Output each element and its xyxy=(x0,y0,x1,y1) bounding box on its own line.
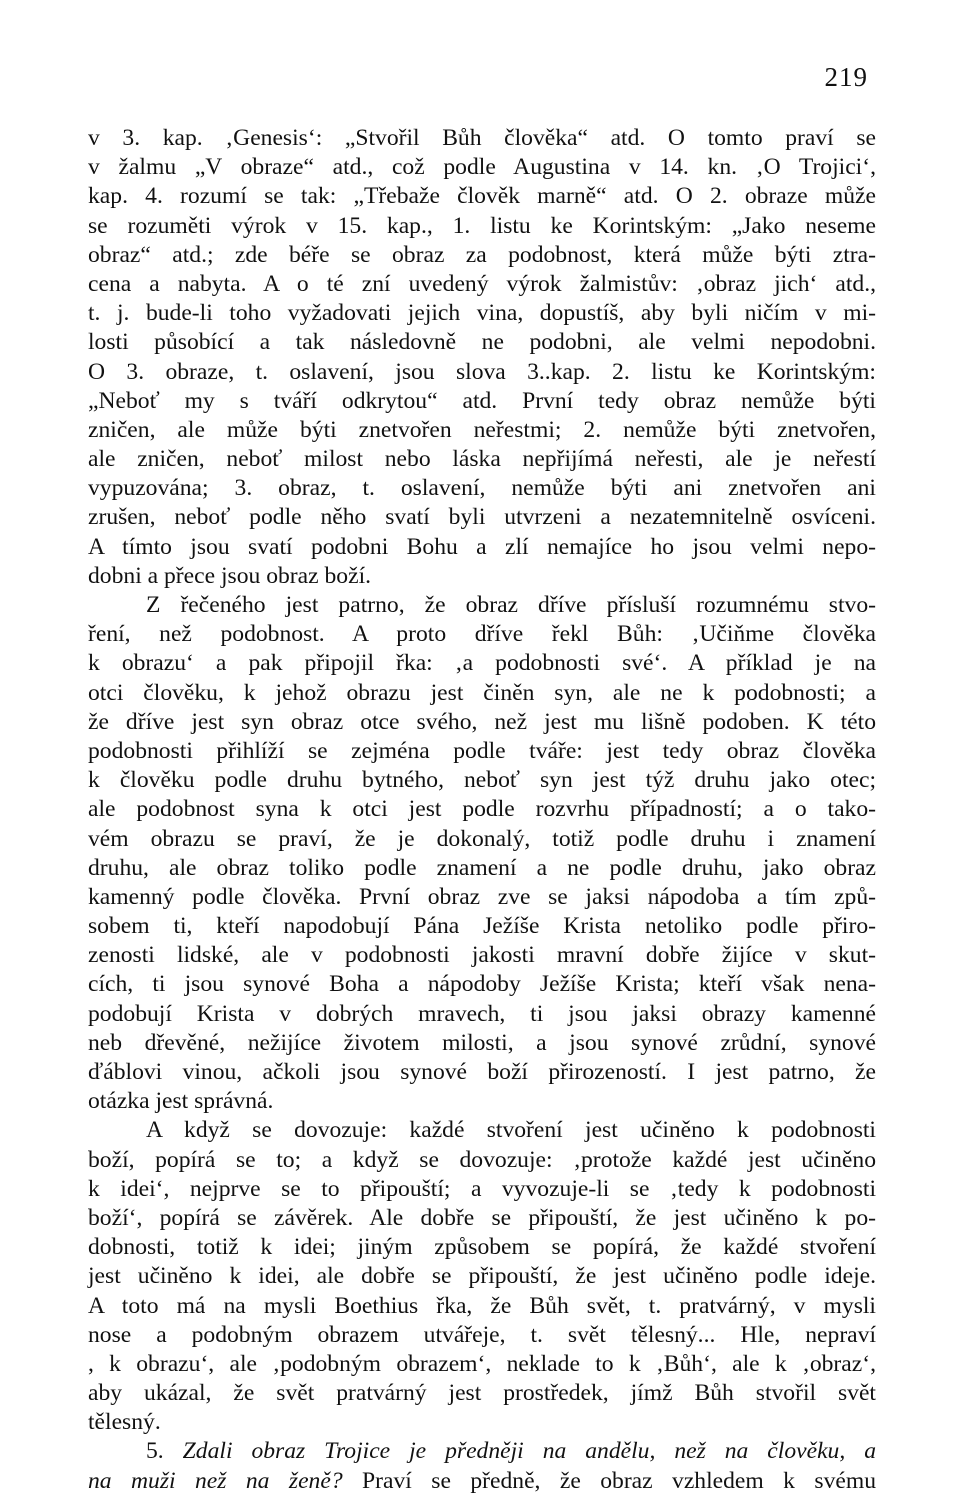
text-line: sobem ti, kteří napodobují Pána Ježíše Krista netoliko podle přiro- xyxy=(88,913,876,940)
text-line: podobnosti přihlíží se zejména podle tváře: jest tedy obraz člověka xyxy=(88,737,876,764)
section-number: 5. xyxy=(146,1438,183,1465)
text-line: ale zničen, neboť milost nebo láska nepřijímá neřesti, ale je neřestí xyxy=(88,446,876,473)
text-line: dobnosti, totiž k idei; jiným způsobem se popírá, že každé stvoření xyxy=(88,1234,876,1261)
text-line: k obrazu‘ a pak připojil řka: ‚a podobnosti své‘. A příklad je na xyxy=(88,650,876,677)
text-line: vypuzována; 3. obraz, t. oslavení, nemůže býti ani znetvořen ani xyxy=(88,475,876,502)
text-line: ření, než podobnost. A proto dříve řekl Bůh: ‚Učiňme člověka xyxy=(88,621,876,648)
text-line: , k obrazu‘, ale ‚podobným obrazem‘, neklade to k ‚Bůh‘, ale k ‚obraz‘, xyxy=(88,1350,876,1377)
text-line: ďáblovi vinou, ačkoli jsou synové boží přirozeností. I jest patrno, že xyxy=(88,1059,876,1085)
text-line xyxy=(88,1467,876,1496)
text-line: losti působící a tak následovně ne podobni, ale velmi nepodobni. xyxy=(88,329,876,356)
text-line: druhu, ale obraz toliko podle znamení a ne podle druhu, jako obraz xyxy=(88,854,876,881)
text-line: boží, popírá se to; a když se dovozuje: ‚protože každé jest učiněno xyxy=(88,1146,876,1173)
text-line: jest učiněno k idei, ale dobře se připouští, že jest učiněno podle ideje. xyxy=(88,1263,876,1290)
text-line: t. j. bude-li toho vyžadovati jejich vina, dopustíš, aby byli ničím v mi- xyxy=(88,300,876,327)
text-line: zenosti lidské, ale v podobnosti jakosti mravní dobře žijíce v skut- xyxy=(88,942,876,969)
section-question: Zdali obraz Trojice je předněji na andělu, než na člověku, a xyxy=(182,1438,877,1465)
text-line: že dříve jest syn obraz otce svého, než jest mu lišně podoben. K této xyxy=(88,708,876,735)
text-line: aby ukázal, že svět pratvárný jest prostředek, jímž Bůh stvořil svět xyxy=(88,1380,876,1407)
text-line: A tímto jsou svatí podobni Bohu a zlí nemajíce ho jsou velmi nepo- xyxy=(88,533,876,560)
text-line: zrušen, neboť podle něho svatí byli utvrzeni a nezatemnitelně osvíceni. xyxy=(88,504,876,531)
text-line: obraz“ atd.; zde béře se obraz za podobnost, která může býti ztra- xyxy=(88,241,876,268)
text-line: k idei‘, nejprve se to připouští; a vyvozuje-li se ‚tedy k podobnosti xyxy=(88,1175,876,1202)
text-line: podobují Krista v dobrých mravech, ti jsou jaksi obrazy kamenné xyxy=(88,1000,876,1027)
text-line: neb dřevěné, nežijíce životem milosti, a jsou synové zrůdní, synové xyxy=(88,1029,876,1056)
text-line: tělesný. xyxy=(88,1409,161,1436)
page-number: 219 xyxy=(824,62,868,92)
text-line: kap. 4. rozumí se tak: „Třebaže člověk marně“ atd. O 2. obraze může xyxy=(88,183,876,210)
text-line: kamenný podle člověka. První obraz zve se jaksi nápodoba a tím způ- xyxy=(88,883,876,910)
text-line: otci člověku, k jehož obrazu jest činěn syn, ale ne k podobnosti; a xyxy=(88,679,876,706)
text-line: k člověku podle druhu bytného, neboť syn jest týž druhu jako otec; xyxy=(88,767,876,794)
text-line: vém obrazu se praví, že je dokonalý, totiž podle druhu i znamení xyxy=(88,825,876,852)
text-line: boží‘, popírá se závěrek. Ale dobře se připouští, že jest učiněno k po- xyxy=(88,1204,876,1231)
text-line: v žalmu „V obraze“ atd., což podle Augustina v 14. kn. ‚O Trojici‘, xyxy=(88,154,876,181)
text-line: A když se dovozuje: každé stvoření jest učiněno k podobnosti xyxy=(146,1117,876,1144)
body-text xyxy=(88,124,876,1496)
text-line: nose a podobným obrazem utvářeje, t. svět tělesný... Hle, nepraví xyxy=(88,1321,876,1348)
text-line: v 3. kap. ‚Genesis‘: „Stvořil Bůh člověka“ atd. O tomto praví se xyxy=(88,125,876,151)
section-heading-line xyxy=(88,1437,876,1466)
section-question-end: na muži než na ženě? xyxy=(88,1467,343,1494)
text-line: O 3. obraze, t. oslavení, jsou slova 3..kap. 2. listu ke Korintským: xyxy=(88,358,876,385)
text-line: se rozuměti výrok v 15. kap., 1. listu ke Korintským: „Jako neseme xyxy=(88,212,876,239)
text-line: ale podobnost syna k otci jest podle rozvrhu případností; a o tako- xyxy=(88,796,876,823)
section-text: Praví se předně, že obraz vzhledem k svému xyxy=(362,1467,876,1494)
text-line: otázka jest správná. xyxy=(88,1088,274,1115)
text-line: A toto má na mysli Boethius řka, že Bůh svět, t. pratvárný, v mysli xyxy=(88,1292,876,1319)
text-line: cích, ti jsou synové Boha a nápodoby Ježíše Krista; kteří však nena- xyxy=(88,971,876,998)
text-line: dobni a přece jsou obraz boží. xyxy=(88,562,372,589)
text-line: Z řečeného jest patrno, že obraz dříve přísluší rozumnému stvo- xyxy=(146,592,876,618)
text-line: „Neboť my s tváří odkrytou“ atd. První tedy obraz nemůže býti xyxy=(88,387,876,414)
text-line: cena a nabyta. A o té zní uvedený výrok žalmistův: ‚obraz jich‘ atd., xyxy=(88,270,876,297)
text-line: zničen, ale může býti znetvořen neřestmi; 2. nemůže býti znetvořen, xyxy=(88,416,876,443)
